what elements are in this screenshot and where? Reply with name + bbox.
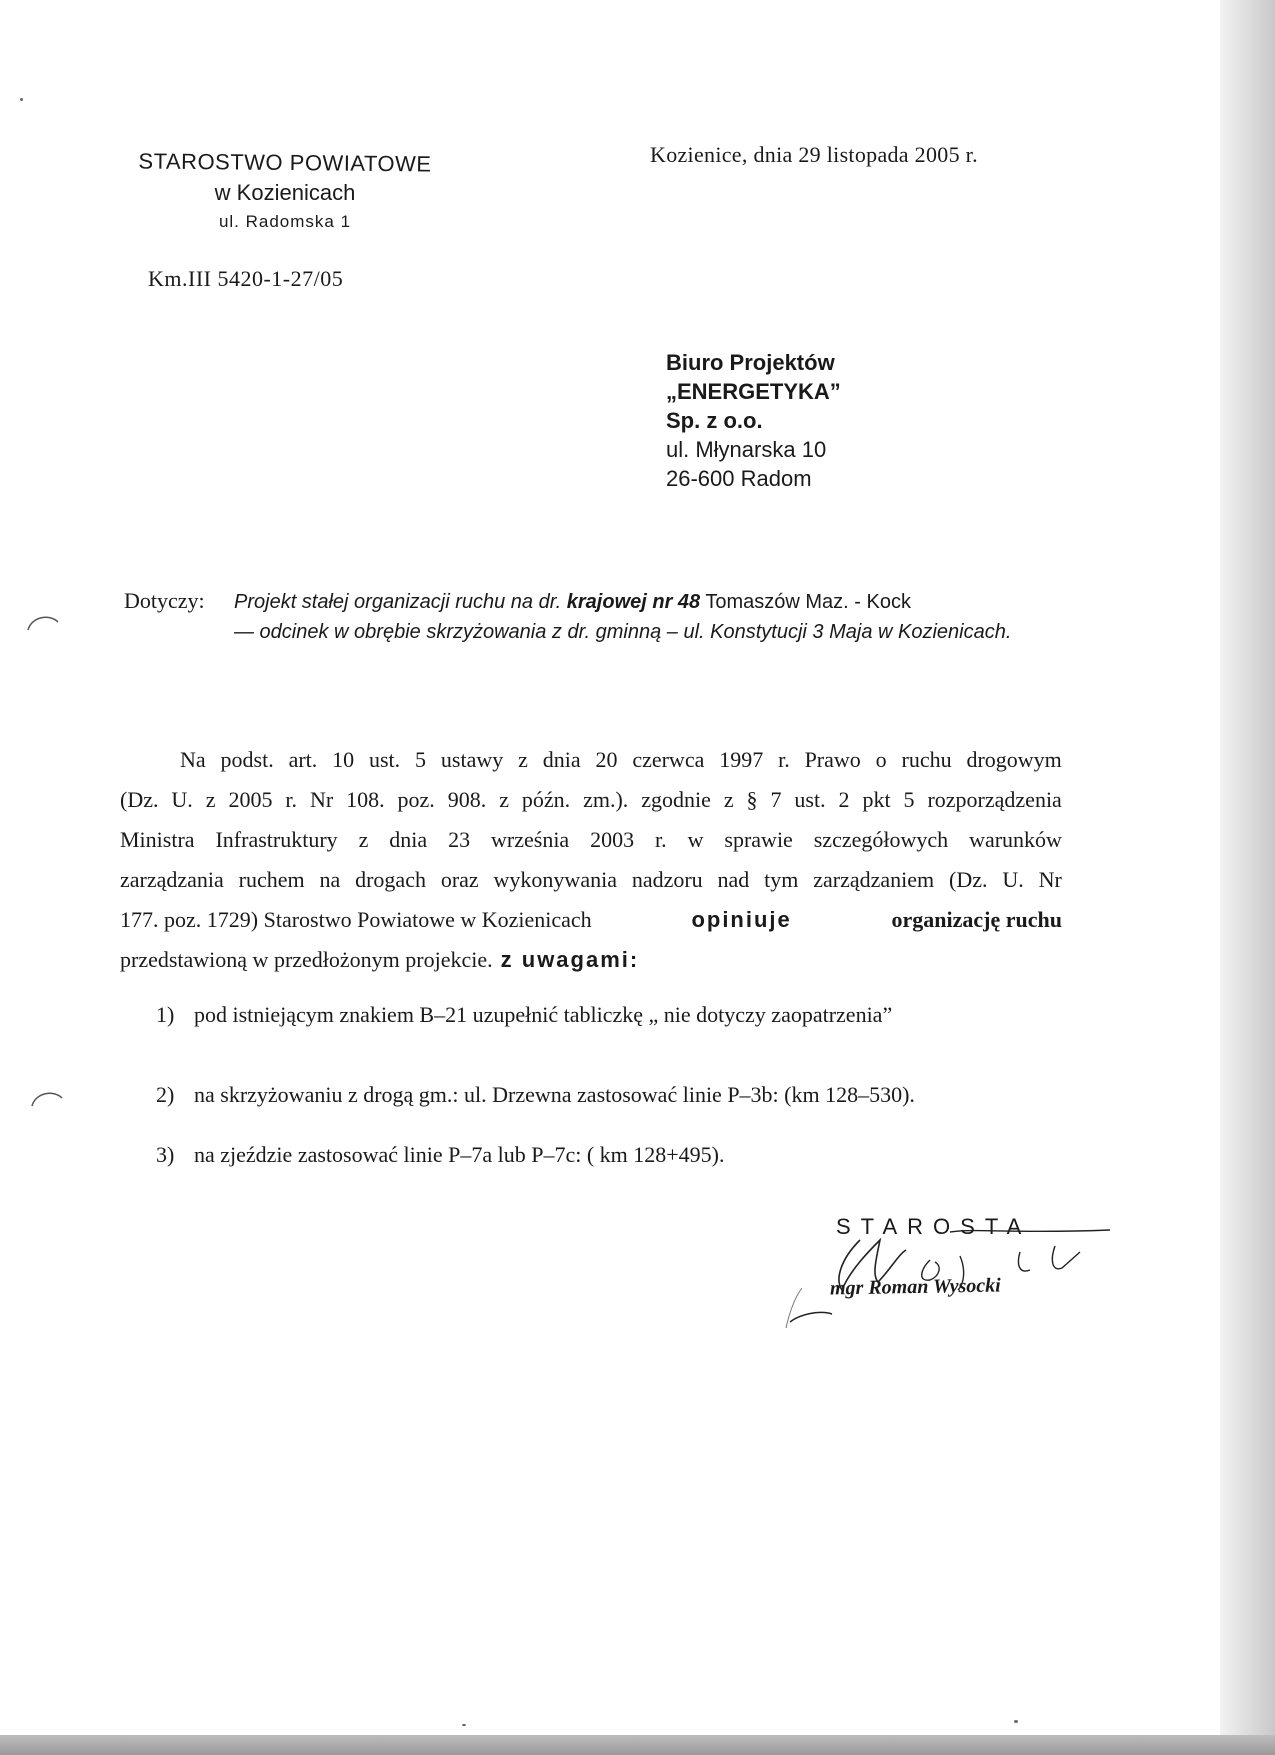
body-line-6	[120, 940, 1062, 980]
body-emphasis-opiniuje: opiniuje	[691, 907, 792, 932]
body-word: 2003	[590, 827, 635, 852]
body-word: r.	[285, 787, 298, 812]
body-word: września	[491, 827, 570, 852]
body-word: wykonywania	[493, 867, 617, 892]
body-word: szczegółowych	[813, 827, 949, 852]
subject-label: Dotyczy:	[124, 588, 205, 613]
scan-speck	[20, 98, 23, 101]
body-word: ust.	[368, 747, 401, 772]
body-line-1	[120, 740, 1062, 780]
subject-text-1: Projekt stałej organizacji ruchu na dr.	[234, 591, 567, 613]
remark-number: 3)	[156, 1142, 175, 1167]
signature-title: STAROSTA	[836, 1214, 1032, 1239]
stamp-office-name: STAROSTWO POWIATOWE	[138, 148, 432, 177]
body-word: ust.	[794, 787, 826, 812]
recipient-line-3: Sp. z o.o.	[666, 408, 763, 433]
body-line-4	[120, 860, 1062, 900]
letter-date: Kozienice, dnia 29 listopada 2005 r.	[650, 142, 978, 167]
body-word: oraz	[440, 867, 479, 892]
body-word: zm.).	[583, 787, 629, 812]
body-word: tym	[764, 867, 799, 892]
body-word: Nr	[309, 787, 334, 812]
body-word: nad	[717, 867, 750, 892]
body-word: 108.	[346, 787, 385, 812]
scan-speck	[462, 1724, 466, 1726]
body-line-5	[120, 900, 1062, 940]
stamp-street: ul. Radomska 1	[218, 212, 352, 231]
body-word: zarządzaniem	[813, 867, 935, 892]
body-word: 7	[770, 787, 782, 812]
body-word: z	[518, 747, 528, 772]
body-word: U.	[1002, 867, 1024, 892]
reference-number: Km.III 5420-1-27/05	[148, 266, 344, 291]
body-word: (Dz.	[949, 867, 988, 892]
body-paragraph	[120, 740, 1062, 980]
body-word: z	[358, 827, 369, 852]
body-word: ruchem	[238, 867, 305, 892]
body-word: o	[875, 747, 887, 772]
body-word: 1997	[719, 747, 764, 772]
body-word: sprawie	[724, 827, 793, 852]
body-word: 23	[448, 827, 471, 852]
handwritten-signature	[780, 1210, 1120, 1340]
body-word: 5	[903, 787, 915, 812]
body-word: r.	[655, 827, 667, 852]
stamp-city: w Kozienicach	[214, 180, 356, 205]
body-word: ustawy	[440, 747, 504, 772]
body-word: 5	[415, 747, 427, 772]
remark-number: 1)	[156, 1002, 175, 1027]
punch-hole-top	[22, 604, 62, 644]
remark-number: 2)	[156, 1082, 175, 1107]
recipient-line-5: 26-600 Radom	[666, 466, 812, 491]
remark-text: pod istniejącym znakiem B–21 uzupełnić tabliczkę „ nie dotyczy zaopatrzenia”	[194, 1002, 893, 1027]
body-word: §	[746, 787, 758, 812]
body-word: późn.	[521, 787, 571, 812]
body-word: z	[499, 787, 509, 812]
body-word: drogowym	[966, 747, 1062, 772]
body-line-3	[120, 820, 1062, 860]
recipient-line-4: ul. Młynarska 10	[666, 437, 827, 462]
remark-text: na zjeździe zastosować linie P–7a lub P–7c: ( km 128+495).	[194, 1142, 725, 1167]
body-word: nadzoru	[631, 867, 703, 892]
body-word: (Dz.	[120, 787, 159, 812]
subject-road-number: krajowej nr 48	[566, 591, 701, 613]
body-word: Infrastruktury	[215, 827, 338, 852]
body-word: zgodnie	[641, 787, 711, 812]
scan-edge-bottom	[0, 1735, 1275, 1755]
remark-item	[156, 1002, 892, 1028]
body-emphasis-organizacja: organizację ruchu	[891, 907, 1062, 932]
body-emphasis-uwagami: z uwagami:	[500, 947, 640, 972]
body-word: Prawo	[804, 747, 861, 772]
recipient-address	[666, 348, 841, 493]
body-word: dnia	[542, 747, 581, 772]
signature-name: mgr Roman Wysocki	[829, 1274, 1001, 1300]
remark-text: na skrzyżowaniu z drogą gm.: ul. Drzewna zastosować linie P–3b: (km 128–530).	[194, 1082, 915, 1107]
body-word: 908.	[447, 787, 487, 812]
body-word: poz.	[397, 787, 435, 812]
recipient-line-1: Biuro Projektów	[666, 350, 835, 375]
body-word: 10	[332, 747, 355, 772]
body-word: dnia	[389, 827, 428, 852]
body-word: r.	[778, 747, 790, 772]
body-word: 2005	[228, 787, 273, 812]
subject-text-2: Tomaszów Maz. - Kock	[700, 591, 911, 613]
body-word: z	[205, 787, 216, 812]
body-word: w	[687, 827, 704, 852]
remark-item	[156, 1082, 915, 1108]
body-word: pkt	[862, 787, 891, 812]
body-word: drogach	[355, 867, 426, 892]
body-word: na	[319, 867, 341, 892]
body-word: podst.	[220, 747, 274, 772]
subject-text-3: — odcinek w obrębie skrzyżowania z dr. gminną – ul. Konstytucji 3 Maja w Kozienicach.	[234, 621, 1012, 643]
body-word: Na	[180, 747, 206, 772]
body-word: rozporządzenia	[927, 787, 1062, 812]
body-word: warunków	[969, 827, 1062, 852]
punch-hole-bottom	[26, 1080, 66, 1120]
office-stamp	[135, 150, 435, 232]
body-word: art.	[288, 747, 318, 772]
body-word: czerwca	[632, 747, 705, 772]
body-text-5: 177. poz. 1729) Starostwo Powiatowe w Kozienicach	[120, 907, 592, 932]
body-line-2	[120, 780, 1062, 820]
subject-block	[124, 588, 1084, 644]
signature-block	[780, 1210, 1120, 1340]
body-word: Nr	[1038, 867, 1062, 892]
scan-speck	[1014, 1720, 1018, 1723]
body-word: 2	[838, 787, 850, 812]
body-word: 20	[595, 747, 618, 772]
remark-item	[156, 1142, 725, 1168]
recipient-line-2: „ENERGETYKA”	[666, 379, 841, 404]
body-word: z	[723, 787, 734, 812]
body-word: Ministra	[120, 827, 195, 852]
scan-edge-right	[1220, 0, 1275, 1755]
body-word: ruchu	[901, 747, 952, 772]
body-text-6: przedstawioną w przedłożonym projekcie.	[120, 947, 493, 972]
body-word: zarządzania	[120, 867, 224, 892]
body-word: U.	[171, 787, 193, 812]
